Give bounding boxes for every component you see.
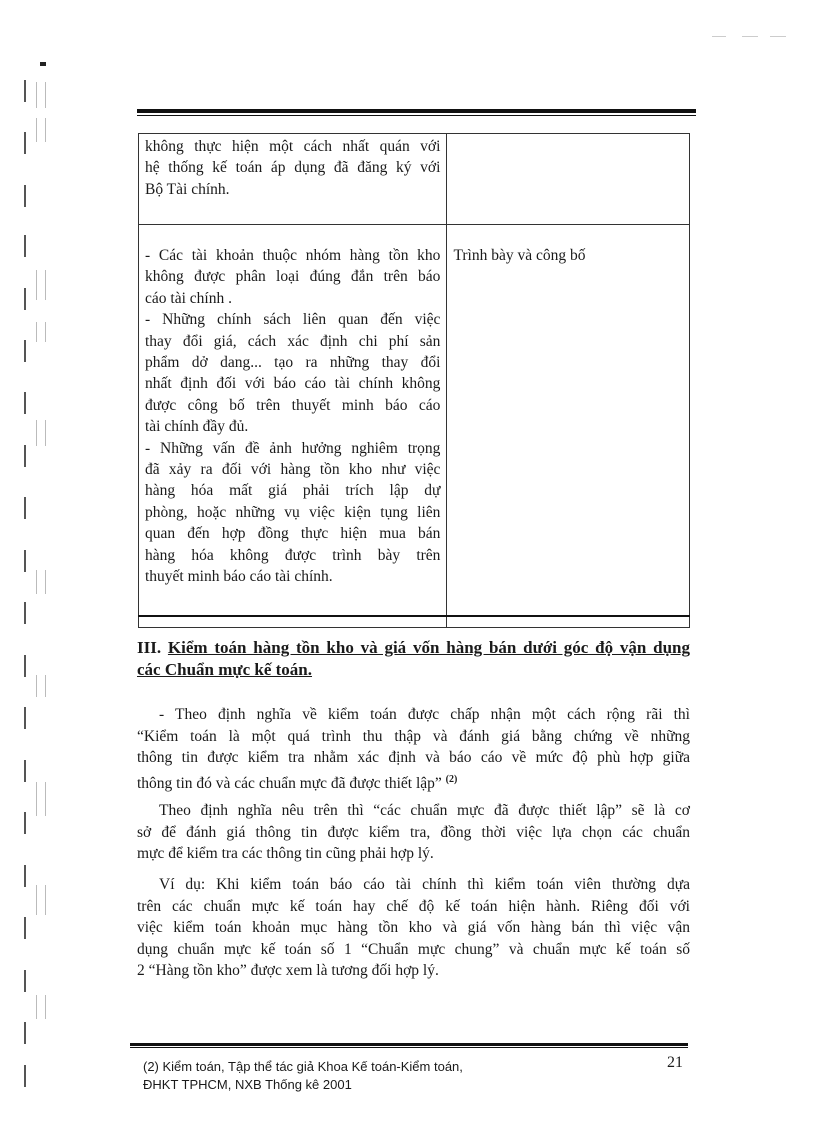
cell-text-line: - Những vấn đề ảnh hưởng nghiêm trọng — [145, 439, 441, 457]
section-title-continued: các Chuẩn mực kế toán. — [137, 660, 313, 679]
cell-text-line: quan đến hợp đồng thực hiện mua bán — [145, 525, 441, 543]
paragraph-example — [137, 874, 690, 982]
table-bottom-rule — [138, 612, 690, 617]
footnote — [143, 1058, 463, 1092]
cell-text-line: hàng hóa không được trình bày trên — [145, 546, 441, 564]
section-number: III. — [137, 638, 162, 657]
paragraph-line: trên các chuẩn mực kế toán hay chế độ kế toán hiện hành. Riêng đối với — [137, 897, 690, 915]
cell-text-line: - Các tài khoản thuộc nhóm hàng tồn kho — [145, 247, 441, 264]
paragraph-definition — [137, 704, 690, 794]
cell-text-line: đã xảy ra đối với hàng tồn kho như việc — [145, 461, 441, 479]
paragraph-line — [137, 769, 690, 795]
footnote-reference: (2) — [445, 773, 458, 785]
scan-top-dash — [712, 36, 726, 37]
cell-text-line: Bộ Tài chính. — [145, 180, 230, 198]
paragraph-line: mực để kiểm tra các thông tin cũng phải hợp lý. — [137, 845, 434, 862]
table-cell-description — [139, 225, 447, 628]
cell-text-line: tài chính đầy đủ. — [145, 418, 249, 436]
paragraph-line: Theo định nghĩa nêu trên thì “các chuẩn mực đã được thiết lập” sẽ là cơ — [159, 802, 690, 819]
paragraph-line: - Theo định nghĩa về kiểm toán được chấp nhận một cách rộng rãi thì — [159, 706, 690, 723]
scan-top-dash — [770, 36, 786, 37]
table-cell-assertion: Trình bày và công bố — [447, 225, 690, 628]
paragraph-line: “Kiểm toán là một quá trình thu thập và đánh giá bằng chứng về những — [137, 727, 690, 745]
cell-text-line: nhất định đối với báo cáo tài chính không — [145, 375, 441, 393]
cell-text-line: thay đổi giá, cách xác định chi phí sản — [145, 332, 441, 350]
footnote-line: ĐHKT TPHCM, NXB Thống kê 2001 — [143, 1077, 352, 1092]
footnote-line: (2) Kiểm toán, Tập thể tác giả Khoa Kế toán-Kiểm toán, — [143, 1059, 463, 1074]
cell-text-line: cáo tài chính . — [145, 289, 232, 307]
paragraph-line: thông tin được kiểm tra nhằm xác định và báo cáo về mức độ phù hợp giữa — [137, 749, 690, 766]
cell-text-line: hệ thống kế toán áp dụng đã đăng ký với — [145, 159, 441, 177]
section-heading — [137, 637, 690, 681]
page-number: 21 — [667, 1054, 683, 1071]
cell-text-line: phẩm dở dang... tạo ra những thay đổi — [145, 354, 441, 372]
table-cell-description — [139, 134, 447, 225]
table-row — [139, 225, 690, 628]
paragraph-line: sở để đánh giá thông tin được kiểm tra, đồng thời việc lựa chọn các chuẩn — [137, 823, 690, 841]
section-title: Kiểm toán hàng tồn kho và giá vốn hàng bán dưới góc độ vận dụng — [167, 638, 691, 657]
paragraph-explanation — [137, 800, 690, 865]
audit-assertion-table — [138, 133, 690, 628]
scan-margin-artifacts — [18, 60, 58, 1100]
paragraph-line: việc kiểm toán khoản mục hàng tồn kho và giá vốn hàng bán thì việc vận — [137, 919, 690, 936]
cell-text-line: phòng, hoặc những vụ việc kiện tụng liên — [145, 503, 441, 521]
table-row — [139, 134, 690, 225]
paragraph-line: 2 “Hàng tồn kho” được xem là tương đối hợp lý. — [137, 962, 439, 979]
cell-text-line: không thực hiện một cách nhất quán với — [145, 138, 441, 155]
cell-text-line: hàng hóa mất giá phải trích lập dự — [145, 482, 441, 500]
cell-text-line: - Những chính sách liên quan đến việc — [145, 311, 441, 329]
header-rule — [137, 109, 696, 116]
paragraph-line-text: thông tin đó và các chuẩn mực đã được thiết lập” — [137, 774, 442, 792]
table-cell-assertion — [447, 134, 690, 225]
footer-rule — [130, 1043, 688, 1048]
section-heading-line — [137, 637, 690, 659]
cell-text-line: không được phân loại đúng đắn trên báo — [145, 268, 441, 286]
cell-text-line: thuyết minh báo cáo tài chính. — [145, 568, 333, 586]
cell-text-line: được công bố trên thuyết minh báo cáo — [145, 396, 441, 414]
paragraph-line: dụng chuẩn mực kế toán số 1 “Chuẩn mực chung” và chuẩn mực kế toán số — [137, 940, 690, 958]
paragraph-line: Ví dụ: Khi kiểm toán báo cáo tài chính thì kiểm toán viên thường dựa — [159, 876, 690, 893]
scan-top-dash — [742, 36, 758, 37]
